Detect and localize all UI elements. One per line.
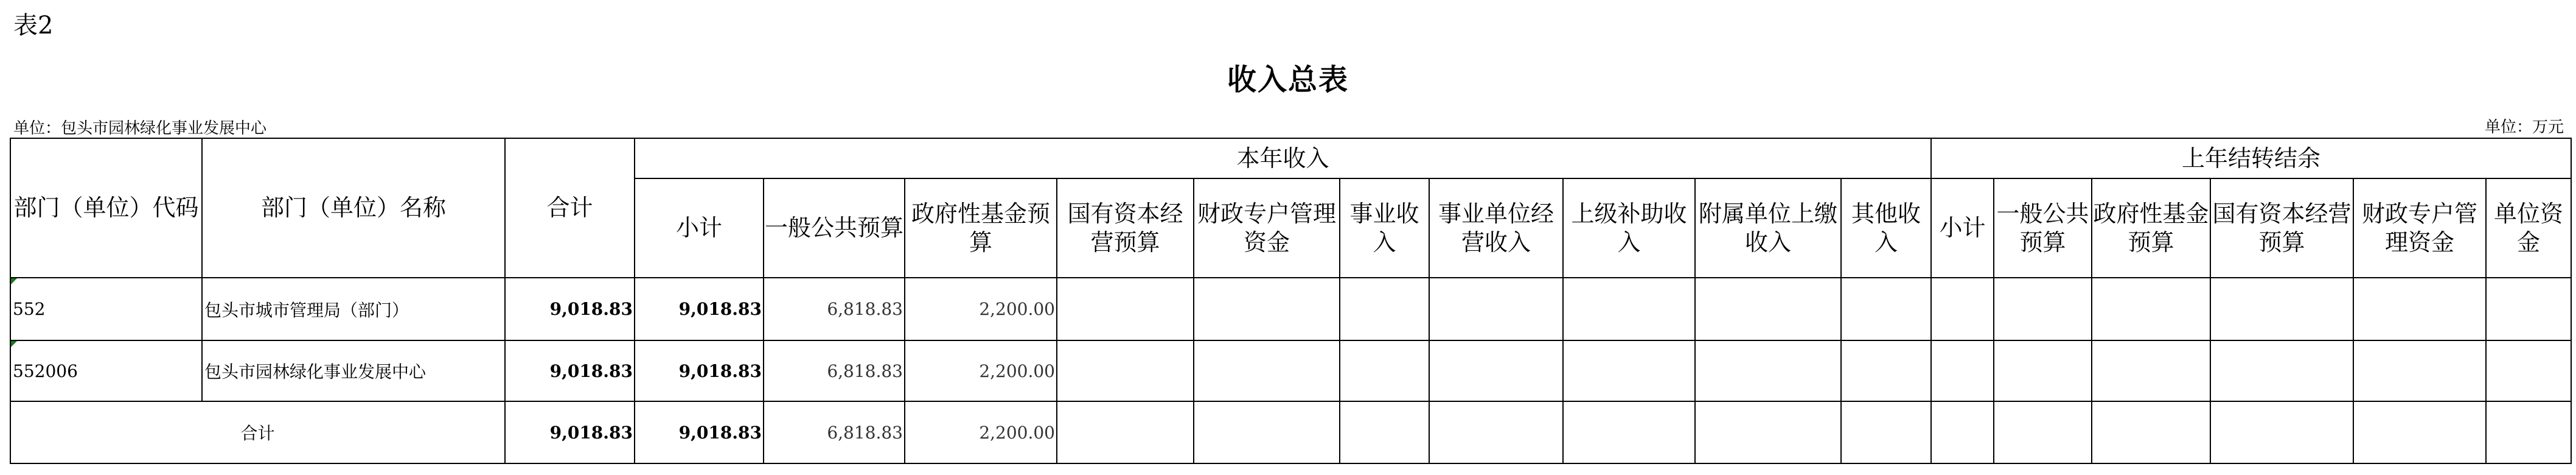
header-cur-superior-subsidy: 上级补助收入 [1563,178,1695,278]
cell-empty [1057,401,1194,463]
header-dept-name: 部门（单位）名称 [202,138,505,278]
cell-empty [2092,401,2210,463]
page-title: 收入总表 [1227,63,1349,97]
cell-empty [2353,401,2486,463]
cell-empty [2486,278,2571,340]
cell-total: 9,018.83 [505,340,635,401]
cell-empty [1563,401,1695,463]
cell-empty [1194,401,1340,463]
table-total-row [10,401,2571,463]
cell-empty [1994,401,2092,463]
cell-empty [1994,278,2092,340]
cell-general: 6,818.83 [764,401,905,463]
header-prior-gov-fund: 政府性基金预算 [2092,178,2210,278]
cell-empty [1340,401,1429,463]
cell-general: 6,818.83 [764,340,905,401]
header-cur-operating-income: 事业单位经营收入 [1429,178,1563,278]
cell-empty [1695,401,1841,463]
cell-empty [1194,278,1340,340]
cell-empty [1994,340,2092,401]
cell-empty [1057,278,1194,340]
cell-empty [2092,340,2210,401]
cell-empty [2353,340,2486,401]
cell-empty [1563,278,1695,340]
cell-empty [1931,401,1994,463]
cell-empty [2353,278,2486,340]
cell-empty [2092,278,2210,340]
cell-empty [1057,340,1194,401]
cell-subtotal: 9,018.83 [635,401,764,463]
cell-empty [1931,278,1994,340]
cell-code: 552006 [10,340,202,401]
header-cur-state-capital: 国有资本经营预算 [1057,178,1194,278]
cell-empty [2486,401,2571,463]
cell-subtotal: 9,018.83 [635,340,764,401]
header-cur-affiliate-remit: 附属单位上缴收入 [1695,178,1841,278]
cell-empty [1429,401,1563,463]
cell-total: 9,018.83 [505,401,635,463]
table-number: 表2 [13,12,54,40]
cell-code: 552 [10,278,202,340]
header-prior-general-budget: 一般公共预算 [1994,178,2092,278]
cell-empty [1429,340,1563,401]
cell-empty [1340,340,1429,401]
income-summary-table [10,138,2572,464]
header-cur-business-income: 事业收入 [1340,178,1429,278]
cell-subtotal: 9,018.83 [635,278,764,340]
header-prior-year-carryover: 上年结转结余 [1931,138,2571,178]
header-prior-subtotal: 小计 [1931,178,1994,278]
cell-gov-fund: 2,200.00 [905,278,1057,340]
header-prior-unit-funds: 单位资金 [2486,178,2571,278]
cell-empty [1695,340,1841,401]
cell-empty [1429,278,1563,340]
unit-org-label: 单位：包头市园林绿化事业发展中心 [13,119,267,138]
table-row [10,340,2571,401]
cell-general: 6,818.83 [764,278,905,340]
cell-empty [1563,340,1695,401]
cell-empty [2210,278,2353,340]
cell-empty [1841,340,1931,401]
header-cur-subtotal: 小计 [635,178,764,278]
header-dept-code: 部门（单位）代码 [10,138,202,278]
cell-empty [1841,401,1931,463]
header-prior-state-capital: 国有资本经营预算 [2210,178,2353,278]
cell-empty [1841,278,1931,340]
header-cur-gov-fund: 政府性基金预算 [905,178,1057,278]
cell-gov-fund: 2,200.00 [905,340,1057,401]
header-cur-general-budget: 一般公共预算 [764,178,905,278]
cell-name: 包头市园林绿化事业发展中心 [202,340,505,401]
cell-empty [2486,340,2571,401]
cell-footer-label: 合计 [10,401,505,463]
cell-empty [2210,401,2353,463]
cell-gov-fund: 2,200.00 [905,401,1057,463]
unit-currency-label: 单位：万元 [2484,118,2564,136]
header-current-year-income: 本年收入 [635,138,1931,178]
table-row [10,278,2571,340]
header-prior-special-account: 财政专户管理资金 [2353,178,2486,278]
cell-name: 包头市城市管理局（部门） [202,278,505,340]
cell-empty [1931,340,1994,401]
cell-empty [1194,340,1340,401]
cell-empty [1340,278,1429,340]
cell-empty [2210,340,2353,401]
header-cur-special-account: 财政专户管理资金 [1194,178,1340,278]
header-total: 合计 [505,138,635,278]
header-cur-other-income: 其他收入 [1841,178,1931,278]
cell-total: 9,018.83 [505,278,635,340]
cell-empty [1695,278,1841,340]
